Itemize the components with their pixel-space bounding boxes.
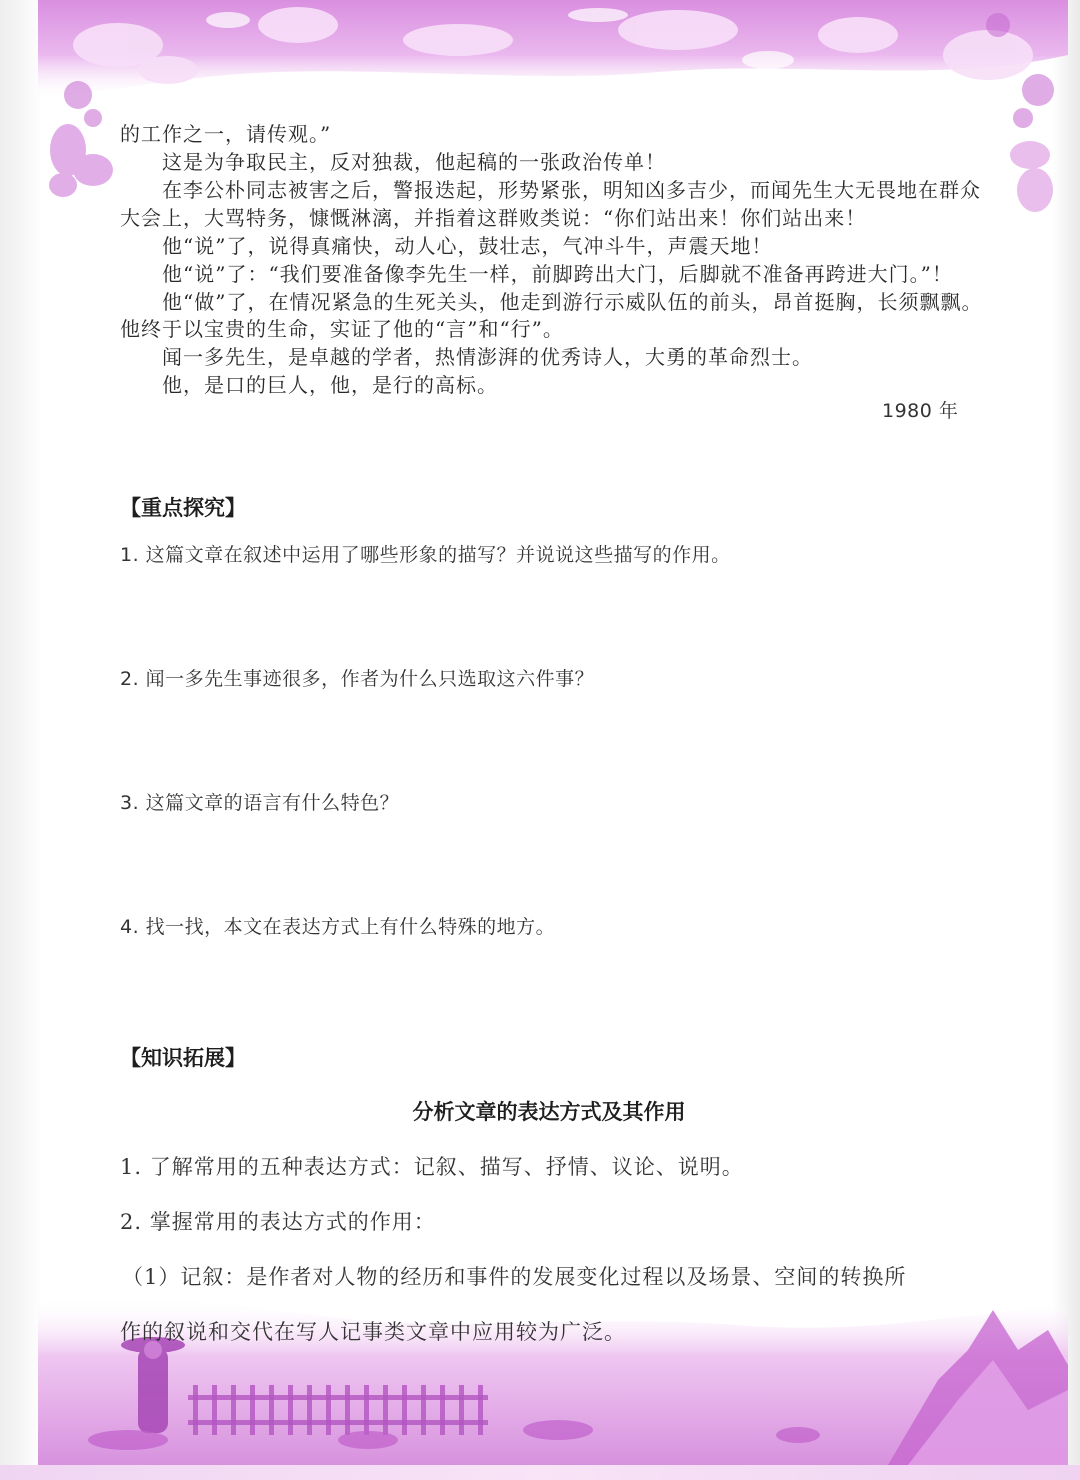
passage-year: 1980 年 (882, 400, 959, 422)
focus-question-4: 4. 找一找，本文在表达方式上有什么特殊的地方。 (120, 916, 556, 938)
focus-question-1: 1. 这篇文章在叙述中运用了哪些形象的描写？并说说这些描写的作用。 (120, 544, 731, 566)
knowledge-title: 分析文章的表达方式及其作用 (412, 1100, 686, 1124)
knowledge-line-3: （1）记叙：是作者对人物的经历和事件的发展变化过程以及场景、空间的转换所 (122, 1265, 907, 1289)
knowledge-line-4: 作的叙说和交代在写人记事类文章中应用较为广泛。 (120, 1320, 626, 1344)
passage-line-7: 他“做”了，在情况紧急的生死关头，他走到游行示威队伍的前头，昂首挺胸，长须飘飘。 (162, 290, 983, 314)
focus-question-3: 3. 这篇文章的语言有什么特色？ (120, 792, 400, 814)
knowledge-line-2: 2. 掌握常用的表达方式的作用： (120, 1210, 436, 1234)
passage-line-9: 闻一多先生，是卓越的学者，热情澎湃的优秀诗人，大勇的革命烈士。 (162, 345, 813, 369)
passage-line-4: 大会上，大骂特务，慷慨淋漓，并指着这群败类说：“你们站出来！你们站出来！ (120, 206, 867, 230)
passage-line-5: 他“说”了，说得真痛快，动人心，鼓壮志，气冲斗牛，声震天地！ (162, 234, 773, 258)
passage-line-8: 他终于以宝贵的生命，实证了他的“言”和“行”。 (120, 317, 564, 341)
passage-line-2: 这是为争取民主，反对独裁，他起稿的一张政治传单！ (162, 150, 666, 174)
passage-line-10: 他，是口的巨人，他，是行的高标。 (162, 373, 498, 397)
passage-line-1: 的工作之一，请传观。” (120, 122, 332, 146)
passage-line-6: 他“说”了：“我们要准备像李先生一样，前脚跨出大门，后脚就不准备再跨进大门。”！ (162, 262, 953, 286)
focus-question-2: 2. 闻一多先生事迹很多，作者为什么只选取这六件事？ (120, 668, 595, 690)
passage-line-3: 在李公朴同志被害之后，警报迭起，形势紧张，明知凶多吉少，而闻先生大无畏地在群众 (162, 178, 981, 202)
focus-heading: 【重点探究】 (120, 496, 246, 520)
knowledge-line-1: 1. 了解常用的五种表达方式：记叙、描写、抒情、议论、说明。 (120, 1155, 744, 1179)
knowledge-heading: 【知识拓展】 (120, 1046, 246, 1070)
